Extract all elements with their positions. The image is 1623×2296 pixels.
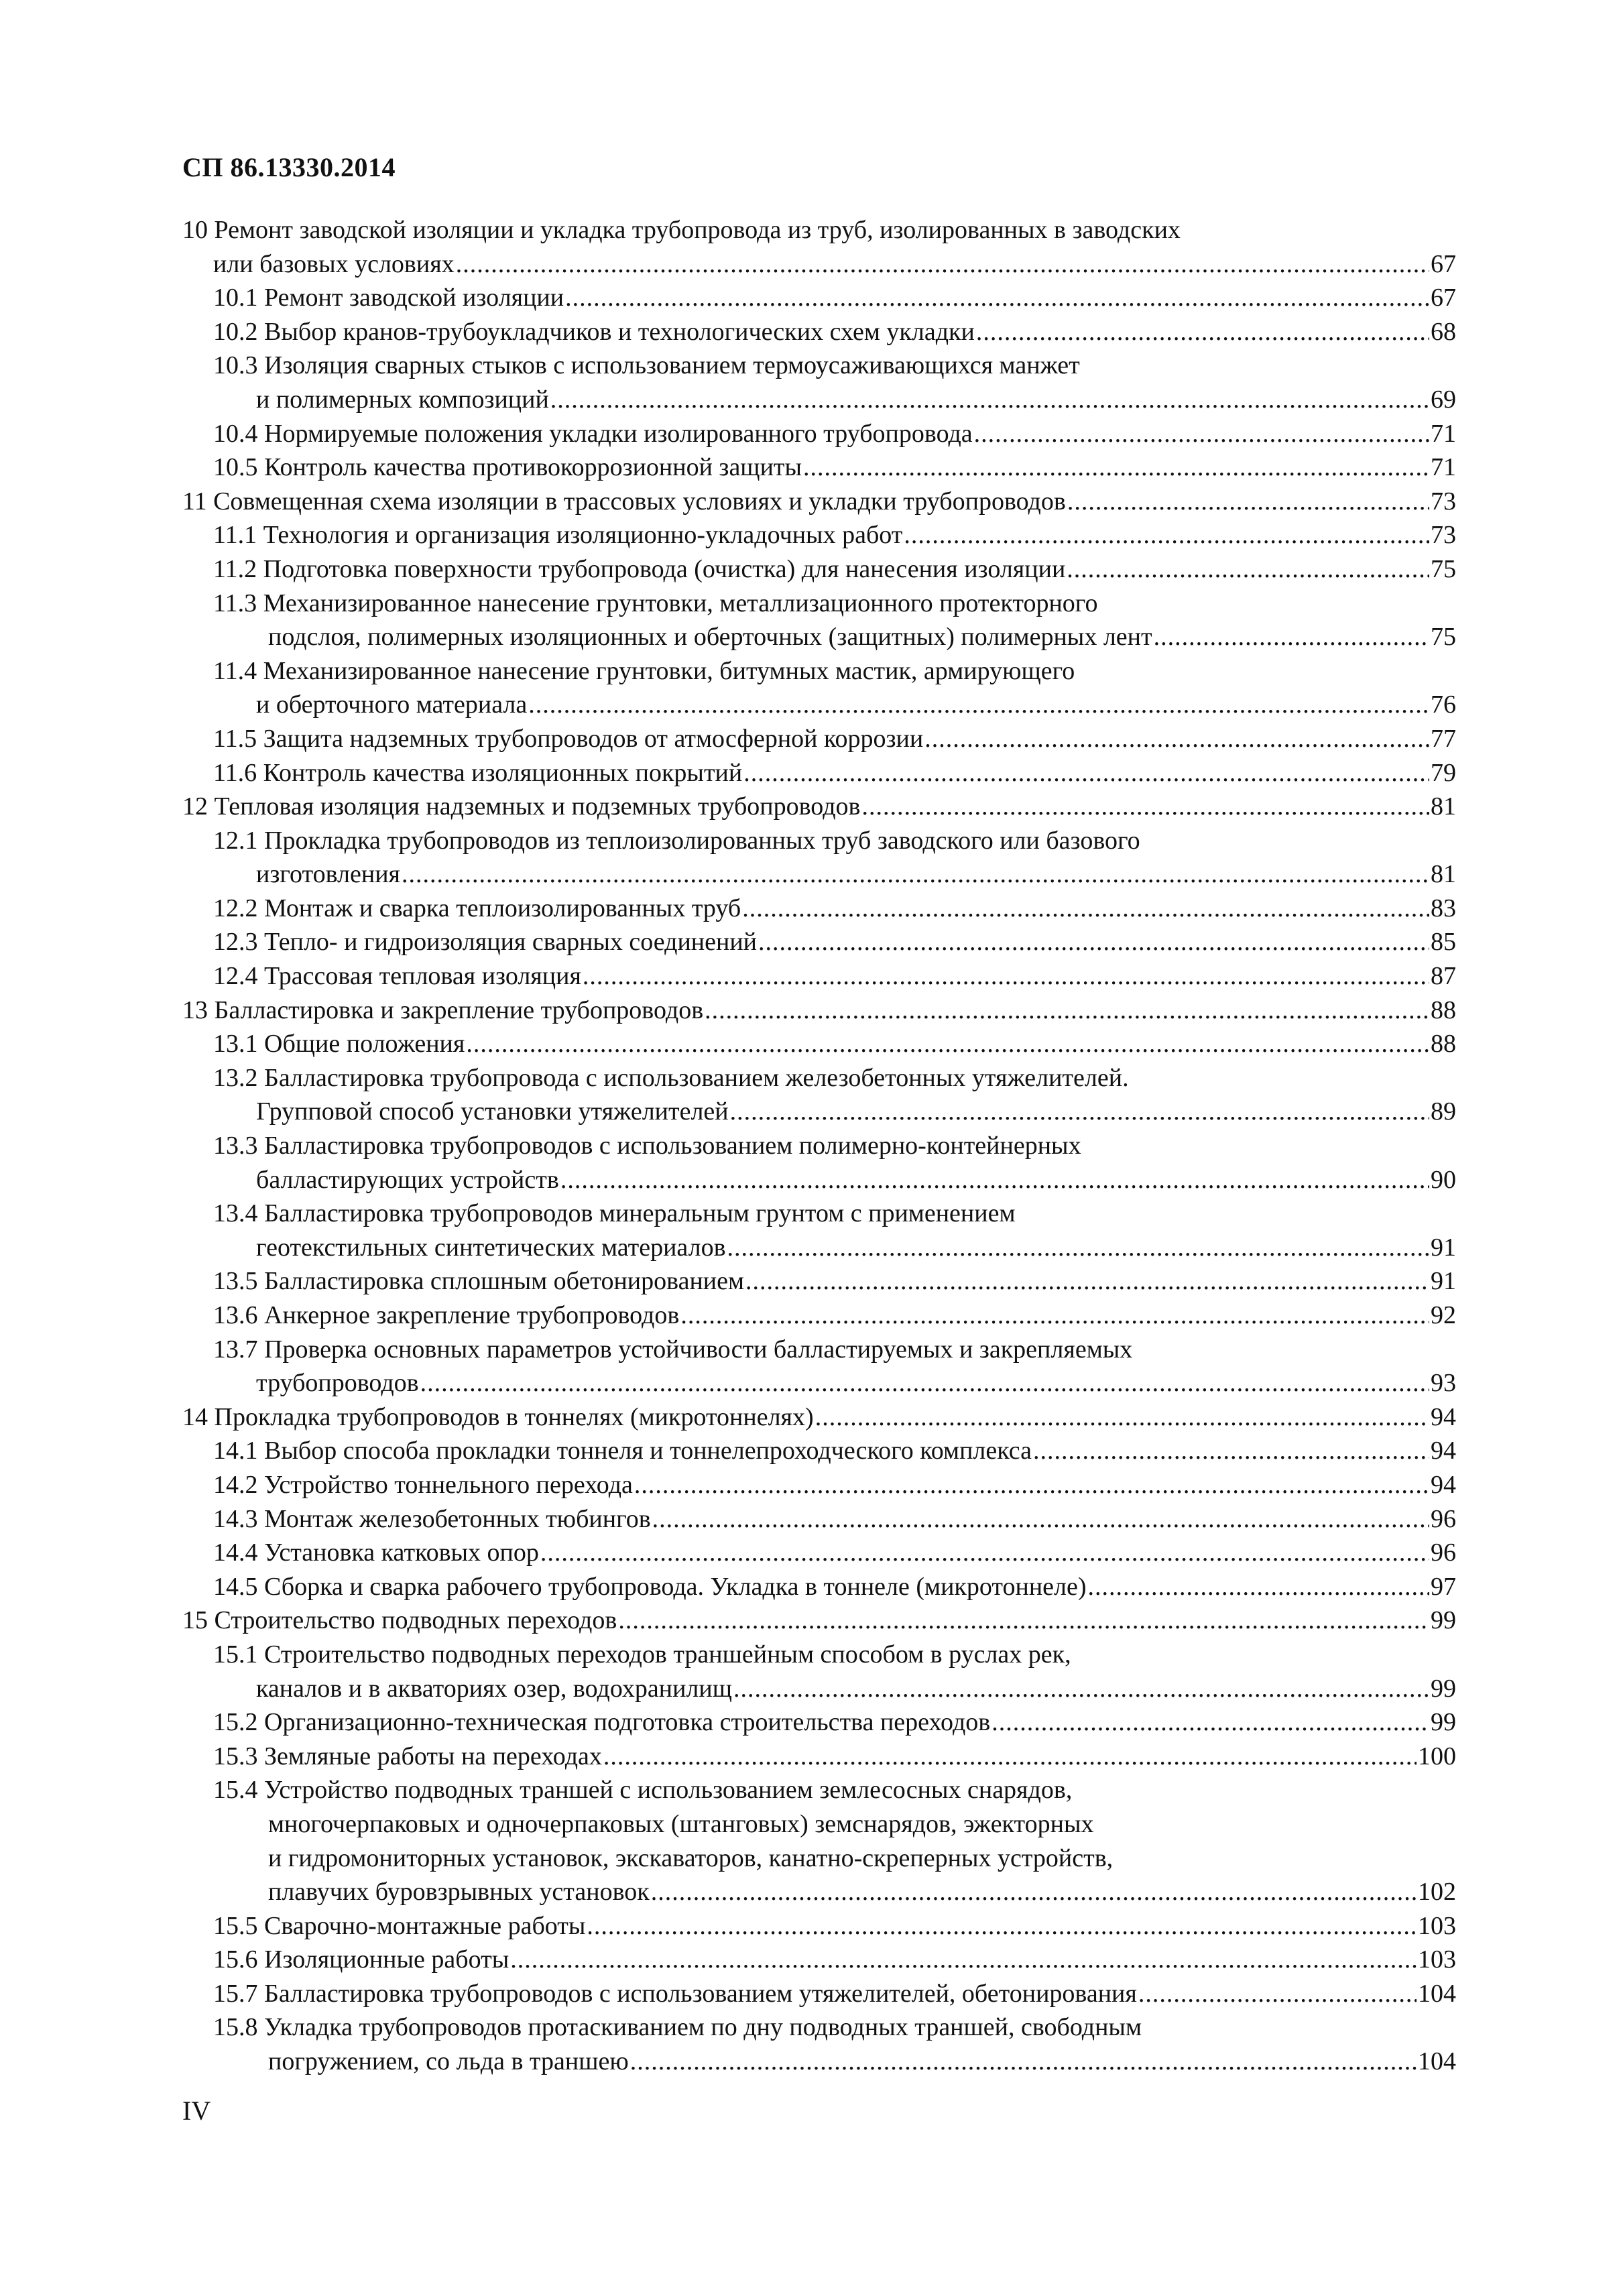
toc-leader-dots (1067, 485, 1429, 519)
toc-entry-title: и оберточного материала (256, 690, 528, 719)
toc-entry (182, 247, 1456, 282)
toc-entry-title: 13.4 Балластировка трубопроводов минеральным грунтом с применением (213, 1199, 1016, 1228)
toc-entry-title: 14.1 Выбор способа прокладки тоннеля и тоннелепроходческого комплекса (213, 1437, 1032, 1465)
toc-leader-dots (803, 450, 1429, 485)
toc-leader-dots (991, 1705, 1429, 1740)
toc-entry-title: 12 Тепловая изоляция надземных и подземных трубопроводов (182, 792, 861, 821)
toc-leader-dots (587, 1909, 1417, 1943)
toc-leader-dots (730, 1095, 1429, 1129)
toc-entry-title: подслоя, полимерных изоляционных и оберточных (защитных) полимерных лент (268, 623, 1152, 652)
toc-page-number: 85 (1431, 928, 1456, 957)
toc-entry-title: 14.4 Установка катковых опор (213, 1538, 539, 1567)
toc-leader-dots (705, 993, 1429, 1028)
toc-entry (182, 722, 1456, 756)
toc-leader-dots (603, 1740, 1417, 1774)
toc-entry (182, 824, 1456, 858)
toc-entry-title: 14.2 Устройство тоннельного перехода (213, 1470, 633, 1499)
toc-entry-title: геотекстильных синтетических материалов (256, 1233, 726, 1262)
toc-entry (182, 2045, 1456, 2079)
toc-entry-title: 10.4 Нормируемые положения укладки изолированного трубопровода (213, 419, 973, 448)
toc-entry (182, 213, 1456, 247)
toc-leader-dots (634, 1468, 1429, 1502)
toc-entry (182, 450, 1456, 485)
toc-leader-dots (815, 1400, 1429, 1435)
toc-entry-title: 10.3 Изоляция сварных стыков с использованием термоусаживающихся манжет (213, 351, 1080, 380)
toc-entry-title: 15.7 Балластировка трубопроводов с использованием утяжелителей, обетонирования (213, 1979, 1137, 2008)
toc-entry (182, 417, 1456, 451)
toc-entry-title: погружением, со льда в траншею (268, 2047, 629, 2076)
toc-entry-title: 13.1 Общие положения (213, 1030, 465, 1059)
toc-entry-title: 14.3 Монтаж железобетонных тюбингов (213, 1504, 651, 1533)
toc-entry-title: 10.2 Выбор кранов-трубоукладчиков и технологических схем укладки (213, 317, 975, 346)
table-of-contents (182, 213, 1456, 2079)
toc-page-number: 77 (1431, 724, 1456, 753)
toc-page-number: 102 (1418, 1878, 1456, 1907)
toc-entry (182, 552, 1456, 587)
toc-entry-title: 11 Совмещенная схема изоляции в трассовых условиях и укладки трубопроводов (182, 487, 1066, 516)
toc-entry-title: 15.2 Организационно-техническая подготовка строительства переходов (213, 1708, 991, 1737)
toc-entry (182, 315, 1456, 349)
toc-entry (182, 993, 1456, 1028)
toc-entry-title: Групповой способ установки утяжелителей (256, 1097, 729, 1126)
toc-page-number: 100 (1418, 1742, 1456, 1770)
toc-leader-dots (560, 1163, 1429, 1197)
toc-page-number: 96 (1431, 1504, 1456, 1533)
toc-leader-dots (540, 1536, 1429, 1570)
toc-entry-title: 11.6 Контроль качества изоляционных покрытий (213, 758, 743, 787)
toc-page-number: 104 (1418, 2047, 1456, 2076)
toc-entry-title: 15.1 Строительство подводных переходов траншейным способом в руслах рек, (213, 1640, 1071, 1669)
toc-page-number: 103 (1418, 1911, 1456, 1940)
toc-page-number: 92 (1431, 1301, 1456, 1329)
toc-page-number: 103 (1418, 1945, 1456, 1974)
toc-entry (182, 1604, 1456, 1638)
toc-entry (182, 1061, 1456, 1095)
toc-leader-dots (680, 1298, 1429, 1333)
toc-page-number: 71 (1431, 453, 1456, 482)
toc-leader-dots (402, 857, 1429, 892)
toc-entry (182, 1163, 1456, 1197)
toc-leader-dots (618, 1604, 1429, 1638)
toc-page-number: 97 (1431, 1572, 1456, 1601)
toc-entry (182, 1536, 1456, 1570)
toc-entry (182, 587, 1456, 621)
toc-entry (182, 1705, 1456, 1740)
toc-entry-title: 14.5 Сборка и сварка рабочего трубопровода. Укладка в тоннеле (микротоннеле) (213, 1572, 1087, 1601)
toc-entry (182, 349, 1456, 383)
toc-entry (182, 1807, 1456, 1841)
toc-leader-dots (924, 722, 1429, 756)
toc-leader-dots (420, 1366, 1429, 1400)
toc-page-number: 89 (1431, 1097, 1456, 1126)
toc-entry (182, 756, 1456, 790)
toc-entry (182, 1502, 1456, 1536)
toc-entry-title: 15.3 Земляные работы на переходах (213, 1742, 602, 1770)
toc-page-number: 99 (1431, 1708, 1456, 1737)
toc-page-number: 75 (1431, 554, 1456, 583)
toc-entry (182, 1095, 1456, 1129)
toc-entry-title: 14 Прокладка трубопроводов в тоннелях (микротоннелях) (182, 1402, 814, 1431)
toc-entry (182, 1740, 1456, 1774)
toc-leader-dots (565, 281, 1429, 315)
toc-page-number: 79 (1431, 758, 1456, 787)
toc-entry-title: каналов и в акваториях озер, водохранилищ (256, 1674, 732, 1703)
toc-entry-title: 13.6 Анкерное закрепление трубопроводов (213, 1301, 680, 1329)
toc-leader-dots (528, 688, 1429, 722)
toc-page-number: 99 (1431, 1674, 1456, 1703)
toc-entry-title: 13.3 Балластировка трубопроводов с использованием полимерно-контейнерных (213, 1132, 1081, 1160)
toc-entry (182, 1875, 1456, 1909)
page-number: IV (182, 2096, 211, 2126)
toc-entry (182, 1197, 1456, 1231)
toc-page-number: 88 (1431, 1030, 1456, 1059)
toc-leader-dots (733, 1672, 1429, 1706)
toc-page-number: 99 (1431, 1606, 1456, 1635)
toc-entry-title: многочерпаковых и одночерпаковых (штанговых) земснарядов, эжекторных (268, 1809, 1094, 1838)
toc-entry (182, 1773, 1456, 1807)
toc-entry-title: трубопроводов (256, 1369, 419, 1398)
toc-entry (182, 688, 1456, 722)
toc-entry-title: 15.5 Сварочно-монтажные работы (213, 1911, 586, 1940)
toc-leader-dots (742, 892, 1429, 926)
toc-page-number: 71 (1431, 419, 1456, 448)
toc-entry-title: 10.5 Контроль качества противокоррозионной защиты (213, 453, 802, 482)
toc-entry (182, 1264, 1456, 1298)
toc-entry-title: 15.4 Устройство подводных траншей с использованием землесосных снарядов, (213, 1776, 1073, 1805)
toc-leader-dots (727, 1231, 1429, 1265)
toc-leader-dots (583, 959, 1429, 993)
toc-leader-dots (904, 518, 1429, 552)
toc-entry (182, 1570, 1456, 1604)
toc-entry-title: плавучих буровзрывных установок (268, 1878, 650, 1907)
toc-page-number: 73 (1431, 487, 1456, 516)
toc-entry (182, 1909, 1456, 1943)
toc-entry-title: 13.2 Балластировка трубопровода с использованием железобетонных утяжелителей. (213, 1063, 1129, 1092)
toc-entry (182, 518, 1456, 552)
toc-leader-dots (510, 1943, 1417, 1977)
toc-entry-title: 11.4 Механизированное нанесение грунтовки, битумных мастик, армирующего (213, 656, 1075, 685)
toc-entry (182, 790, 1456, 824)
toc-entry (182, 281, 1456, 315)
toc-entry (182, 485, 1456, 519)
toc-entry (182, 654, 1456, 688)
toc-leader-dots (466, 1027, 1429, 1061)
toc-entry-title: 13 Балластировка и закрепление трубопроводов (182, 995, 704, 1024)
toc-leader-dots (743, 756, 1429, 790)
toc-page-number: 76 (1431, 690, 1456, 719)
toc-entry-title: 12.2 Монтаж и сварка теплоизолированных труб (213, 894, 741, 922)
toc-leader-dots (651, 1875, 1417, 1909)
toc-leader-dots (1088, 1570, 1429, 1604)
toc-entry (182, 1400, 1456, 1435)
toc-entry-title: 15.6 Изоляционные работы (213, 1945, 509, 1974)
toc-leader-dots (1033, 1434, 1429, 1468)
toc-entry-title: балластирующих устройств (256, 1165, 559, 1194)
toc-entry (182, 1298, 1456, 1333)
toc-leader-dots (976, 315, 1429, 349)
toc-leader-dots (456, 247, 1429, 282)
toc-page-number: 81 (1431, 792, 1456, 821)
toc-entry-title: 12.3 Тепло- и гидроизоляция сварных соединений (213, 928, 758, 957)
toc-page-number: 68 (1431, 317, 1456, 346)
toc-entry (182, 1231, 1456, 1265)
toc-entry (182, 1434, 1456, 1468)
toc-leader-dots (862, 790, 1430, 824)
toc-page-number: 91 (1431, 1267, 1456, 1296)
toc-page-number: 104 (1418, 1979, 1456, 2008)
toc-entry-title: 11.5 Защита надземных трубопроводов от атмосферной коррозии (213, 724, 924, 753)
toc-entry-title: и гидромониторных установок, экскаваторов, канатно-скреперных устройств, (268, 1844, 1114, 1872)
toc-page-number: 94 (1431, 1402, 1456, 1431)
toc-leader-dots (1067, 552, 1429, 587)
toc-entry-title: 11.1 Технология и организация изоляционно-укладочных работ (213, 521, 903, 550)
toc-entry (182, 1672, 1456, 1706)
toc-entry (182, 1977, 1456, 2011)
toc-leader-dots (550, 383, 1429, 417)
toc-page-number: 81 (1431, 860, 1456, 889)
toc-page-number: 94 (1431, 1470, 1456, 1499)
toc-entry-title: 15.8 Укладка трубопроводов протаскиванием по дну подводных траншей, свободным (213, 2013, 1142, 2042)
toc-page-number: 88 (1431, 995, 1456, 1024)
toc-page-number: 94 (1431, 1437, 1456, 1465)
toc-leader-dots (974, 417, 1429, 451)
toc-entry (182, 1366, 1456, 1400)
toc-leader-dots (1154, 620, 1429, 654)
toc-entry-title: 10 Ремонт заводской изоляции и укладка трубопровода из труб, изолированных в заводских (182, 216, 1181, 244)
toc-entry (182, 1129, 1456, 1163)
toc-entry (182, 925, 1456, 959)
toc-entry (182, 1468, 1456, 1502)
toc-page-number: 93 (1431, 1369, 1456, 1398)
toc-page-number: 67 (1431, 284, 1456, 312)
toc-entry-title: 12.1 Прокладка трубопроводов из теплоизолированных труб заводского или базового (213, 826, 1140, 855)
toc-entry-title: 11.3 Механизированное нанесение грунтовки, металлизационного протекторного (213, 589, 1098, 617)
toc-entry (182, 383, 1456, 417)
toc-page-number: 90 (1431, 1165, 1456, 1194)
toc-entry (182, 620, 1456, 654)
toc-page-number: 83 (1431, 894, 1456, 922)
toc-entry-title: 12.4 Трассовая тепловая изоляция (213, 962, 581, 991)
toc-page-number: 69 (1431, 385, 1456, 414)
toc-leader-dots (1138, 1977, 1417, 2011)
toc-entry-title: 10.1 Ремонт заводской изоляции (213, 284, 564, 312)
toc-entry (182, 1027, 1456, 1061)
toc-entry-title: и полимерных композиций (256, 385, 549, 414)
toc-entry-title: 11.2 Подготовка поверхности трубопровода (очистка) для нанесения изоляции (213, 554, 1066, 583)
toc-page-number: 91 (1431, 1233, 1456, 1262)
toc-entry-title: 15 Строительство подводных переходов (182, 1606, 617, 1635)
toc-entry (182, 892, 1456, 926)
toc-page-number: 87 (1431, 962, 1456, 991)
toc-entry (182, 1943, 1456, 1977)
toc-entry (182, 857, 1456, 892)
toc-entry (182, 1638, 1456, 1672)
toc-leader-dots (652, 1502, 1429, 1536)
toc-entry (182, 2010, 1456, 2045)
toc-page-number: 73 (1431, 521, 1456, 550)
toc-page-number: 96 (1431, 1538, 1456, 1567)
toc-entry (182, 1841, 1456, 1876)
toc-page-number: 75 (1431, 623, 1456, 652)
toc-entry-title: 13.7 Проверка основных параметров устойчивости балластируемых и закрепляемых (213, 1335, 1133, 1364)
document-header: СП 86.13330.2014 (182, 152, 396, 182)
toc-entry-title: 13.5 Балластировка сплошным обетонированием (213, 1267, 745, 1296)
toc-entry-title: или базовых условиях (213, 249, 455, 278)
toc-leader-dots (758, 925, 1429, 959)
toc-entry-title: изготовления (256, 860, 401, 889)
toc-entry (182, 959, 1456, 993)
toc-leader-dots (630, 2045, 1417, 2079)
toc-entry (182, 1333, 1456, 1367)
toc-leader-dots (745, 1264, 1429, 1298)
toc-page-number: 67 (1431, 249, 1456, 278)
